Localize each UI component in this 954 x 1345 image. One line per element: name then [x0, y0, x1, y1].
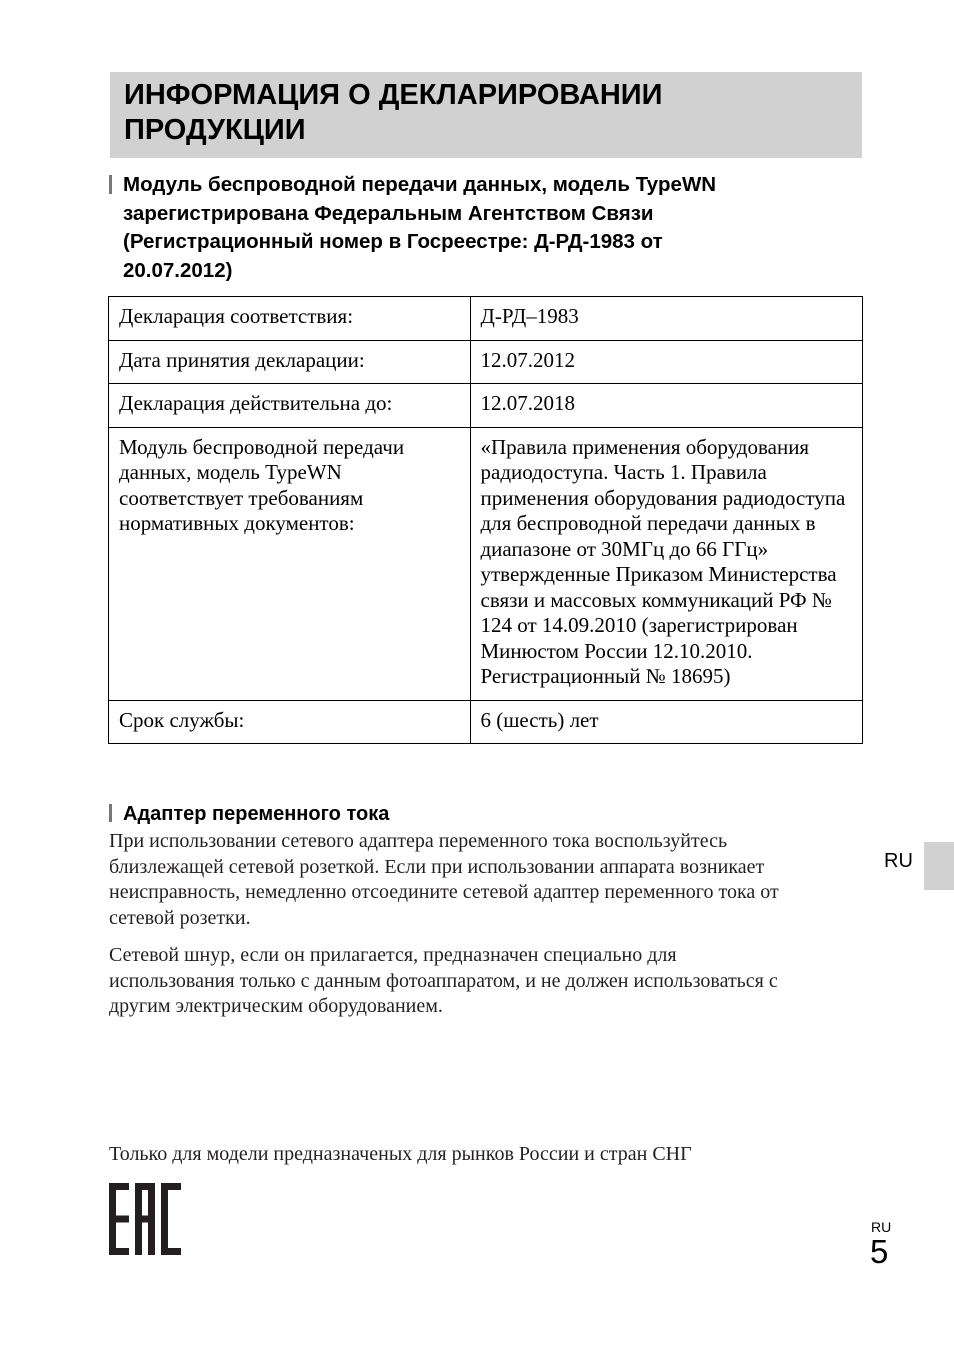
table-cell-label: Декларация действительна до:: [109, 384, 471, 428]
table-cell-label: Модуль беспроводной передачи данных, модель TypeWN соответствует требованиям нормативных документов:: [109, 427, 471, 700]
table-cell-value: 6 (шесть) лет: [470, 700, 863, 744]
side-tab-label: RU: [884, 850, 913, 872]
table-cell-label: Декларация соответствия:: [109, 297, 471, 341]
market-footnote: Только для модели предназначеных для рынков России и стран СНГ: [109, 1143, 692, 1165]
page-language: RU: [871, 1219, 892, 1235]
declaration-table: [108, 296, 863, 744]
table-cell-value: Д-РД–1983: [470, 297, 863, 341]
table-cell-label: Срок службы:: [109, 700, 471, 744]
title-banner: [110, 72, 862, 158]
table-row: [109, 340, 863, 384]
table-cell-value: 12.07.2012: [470, 340, 863, 384]
table-cell-value: 12.07.2018: [470, 384, 863, 428]
table-row: [109, 297, 863, 341]
table-row: [109, 700, 863, 744]
page-number: 5: [870, 1233, 889, 1270]
table-cell-value: «Правила применения оборудования радиодоступа. Часть 1. Правила применения оборудования радиодоступа для беспроводной передачи данных в диапазоне от 30МГц до 66 ГГц» утвержденные Приказом Министерства связи и массовых коммуникаций РФ № 124 от 14.09.2010 (зарегистрирован Минюстом России 12.10.2010. Регистрационный № 18695): [470, 427, 863, 700]
heading-marker: [109, 804, 112, 822]
page-title: ИНФОРМАЦИЯ О ДЕКЛАРИРОВАНИИ ПРОДУКЦИИ: [124, 79, 663, 146]
eac-mark-icon: [109, 1183, 183, 1255]
module-heading: [109, 171, 869, 285]
adapter-paragraph-1: При использовании сетевого адаптера переменного тока воспользуйтесь близлежащей сетевой розеткой. Если при использовании аппарата возникает неисправность, немедленно отсоедините сетевой адаптер переменного тока от сетевой розетки.: [109, 830, 779, 929]
adapter-heading: [109, 800, 389, 828]
table-row: [109, 384, 863, 428]
table-row: [109, 427, 863, 700]
heading-marker: [109, 175, 112, 194]
table-cell-label: Дата принятия декларации:: [109, 340, 471, 384]
module-heading-text: Модуль беспроводной передачи данных, модель TypeWN зарегистрирована Федеральным Агентством Связи (Регистрационный номер в Госреестре: Д-РД-1983 от 20.07.2012): [123, 173, 717, 282]
adapter-heading-text: Адаптер переменного тока: [123, 803, 390, 825]
language-side-tab: [924, 842, 954, 890]
adapter-paragraph-2: Сетевой шнур, если он прилагается, предназначен специально для использования только с данным фотоаппаратом, и не должен использоваться с другим электрическим оборудованием.: [109, 944, 778, 1017]
